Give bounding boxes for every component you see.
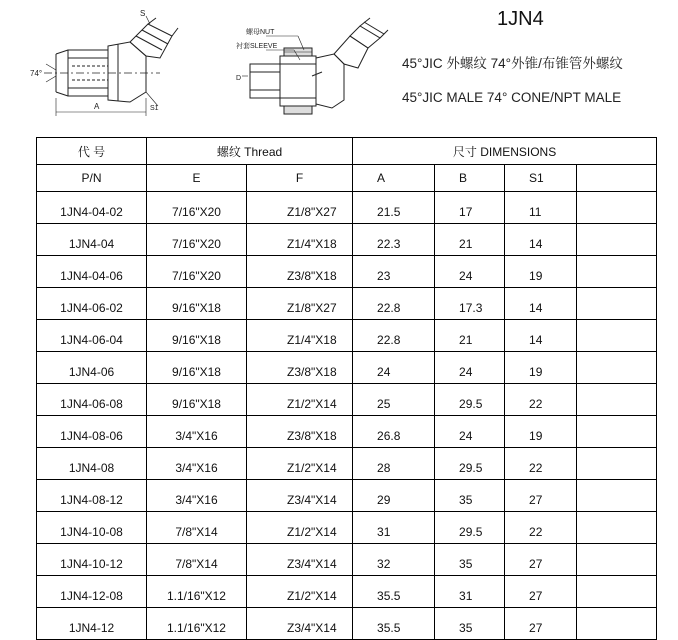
cell-thread-f: Z1/2"X14 [247,448,353,480]
cell-empty [577,384,657,416]
cell-empty [577,480,657,512]
cell-thread-e: 3/4"X16 [147,448,247,480]
cell-dim-a: 28 [353,448,435,480]
cell-empty [577,192,657,224]
dim-a-label: A [94,102,100,111]
cell-dim-b: 35 [435,608,505,640]
table-row [37,288,657,320]
cell-thread-e: 1.1/16"X12 [147,608,247,640]
cell-pn: 1JN4-10-08 [37,512,147,544]
cell-dim-b: 29.5 [435,512,505,544]
cell-pn: 1JN4-04-06 [37,256,147,288]
cell-dim-b: 24 [435,416,505,448]
cell-thread-e: 7/16"X20 [147,224,247,256]
table-row [37,352,657,384]
header-b: B [435,165,505,192]
cell-dim-s1: 11 [505,192,577,224]
table-row [37,448,657,480]
cell-dim-a: 22.8 [353,288,435,320]
table-row [37,224,657,256]
cell-dim-a: 26.8 [353,416,435,448]
table-row [37,256,657,288]
cell-pn: 1JN4-12-08 [37,576,147,608]
cell-thread-e: 3/4"X16 [147,480,247,512]
cell-empty [577,512,657,544]
cell-dim-a: 32 [353,544,435,576]
cell-thread-f: Z3/8"X18 [247,416,353,448]
cell-thread-f: Z3/8"X18 [247,256,353,288]
cell-pn: 1JN4-06 [37,352,147,384]
cell-dim-b: 24 [435,256,505,288]
cell-pn: 1JN4-04 [37,224,147,256]
cell-thread-f: Z1/2"X14 [247,512,353,544]
cell-dim-b: 17 [435,192,505,224]
cell-empty [577,320,657,352]
cell-dim-b: 21 [435,320,505,352]
cell-dim-s1: 22 [505,512,577,544]
header-e: E [147,165,247,192]
cell-dim-b: 24 [435,352,505,384]
cell-dim-a: 24 [353,352,435,384]
description-en: 45°JIC MALE 74° CONE/NPT MALE [402,90,622,105]
cell-thread-f: Z3/8"X18 [247,352,353,384]
cell-dim-a: 21.5 [353,192,435,224]
cell-pn: 1JN4-10-12 [37,544,147,576]
cell-dim-s1: 14 [505,320,577,352]
spec-table-body [37,192,657,640]
cell-thread-e: 7/8"X14 [147,544,247,576]
cell-thread-f: Z1/8"X27 [247,288,353,320]
cell-pn: 1JN4-06-08 [37,384,147,416]
cell-empty [577,352,657,384]
cell-thread-e: 9/16"X18 [147,352,247,384]
cell-dim-b: 31 [435,576,505,608]
table-row [37,544,657,576]
cell-thread-f: Z1/2"X14 [247,576,353,608]
cell-empty [577,544,657,576]
cell-pn: 1JN4-08 [37,448,147,480]
table-row [37,192,657,224]
cell-thread-e: 7/16"X20 [147,192,247,224]
header-dimensions: 尺寸 DIMENSIONS [353,138,657,165]
cell-empty [577,224,657,256]
cell-dim-a: 25 [353,384,435,416]
cell-pn: 1JN4-12 [37,608,147,640]
cell-thread-f: Z3/4"X14 [247,480,353,512]
cell-dim-b: 21 [435,224,505,256]
header-f: F [247,165,353,192]
dim-d-label: D [236,75,242,82]
header-thread: 螺纹 Thread [147,138,353,165]
cell-empty [577,288,657,320]
cell-dim-a: 29 [353,480,435,512]
cell-pn: 1JN4-06-02 [37,288,147,320]
header-s1: S1 [505,165,577,192]
cell-dim-s1: 14 [505,224,577,256]
cell-dim-s1: 27 [505,576,577,608]
cell-dim-s1: 22 [505,448,577,480]
cell-dim-a: 23 [353,256,435,288]
table-row [37,608,657,640]
table-row [37,320,657,352]
cell-dim-b: 35 [435,480,505,512]
cell-empty [577,256,657,288]
description-cn: 45°JIC 外螺纹 74°外锥/布锥管外螺纹 [402,56,623,71]
cell-empty [577,416,657,448]
cell-pn: 1JN4-04-02 [37,192,147,224]
cell-thread-e: 7/8"X14 [147,512,247,544]
cell-dim-s1: 19 [505,256,577,288]
cell-thread-f: Z1/4"X18 [247,224,353,256]
cell-pn: 1JN4-06-04 [37,320,147,352]
header-empty [577,165,657,192]
sleeve-label: 衬套SLEEVE [236,43,278,50]
cell-thread-f: Z3/4"X14 [247,608,353,640]
cell-dim-s1: 19 [505,352,577,384]
cell-dim-s1: 19 [505,416,577,448]
cell-pn: 1JN4-08-12 [37,480,147,512]
cell-dim-s1: 27 [505,608,577,640]
cell-thread-f: Z1/2"X14 [247,384,353,416]
cell-dim-s1: 27 [505,544,577,576]
cell-empty [577,576,657,608]
cell-thread-e: 9/16"X18 [147,320,247,352]
cell-dim-s1: 14 [505,288,577,320]
header-pn-en: P/N [37,165,147,192]
cell-dim-b: 29.5 [435,448,505,480]
cell-dim-a: 35.5 [353,576,435,608]
table-row [37,576,657,608]
cell-empty [577,448,657,480]
cell-thread-e: 7/16"X20 [147,256,247,288]
dim-s1-label: S1 [150,105,159,112]
model-code: 1JN4 [497,8,544,30]
cell-thread-e: 1.1/16"X12 [147,576,247,608]
header-pn-cn: 代 号 [37,138,147,165]
cell-dim-s1: 22 [505,384,577,416]
table-row [37,384,657,416]
table-row [37,512,657,544]
cell-thread-f: Z1/4"X18 [247,320,353,352]
cell-dim-s1: 27 [505,480,577,512]
cell-dim-b: 17.3 [435,288,505,320]
cell-thread-e: 9/16"X18 [147,384,247,416]
cell-thread-f: Z1/8"X27 [247,192,353,224]
cell-dim-a: 22.8 [353,320,435,352]
table-row [37,480,657,512]
fitting-drawing [22,6,402,124]
cell-dim-b: 29.5 [435,384,505,416]
cell-dim-a: 35.5 [353,608,435,640]
cell-thread-f: Z3/4"X14 [247,544,353,576]
dim-s-label: S [140,9,146,18]
cell-thread-e: 3/4"X16 [147,416,247,448]
spec-table [36,137,657,640]
cell-empty [577,608,657,640]
angle-label: 74° [30,69,43,78]
cell-dim-a: 22.3 [353,224,435,256]
fitting-side-view [44,16,178,116]
cell-dim-b: 35 [435,544,505,576]
nut-label: 螺母NUT [246,29,275,36]
table-row [37,416,657,448]
cell-dim-a: 31 [353,512,435,544]
cell-pn: 1JN4-08-06 [37,416,147,448]
header-a: A [353,165,435,192]
cell-thread-e: 9/16"X18 [147,288,247,320]
